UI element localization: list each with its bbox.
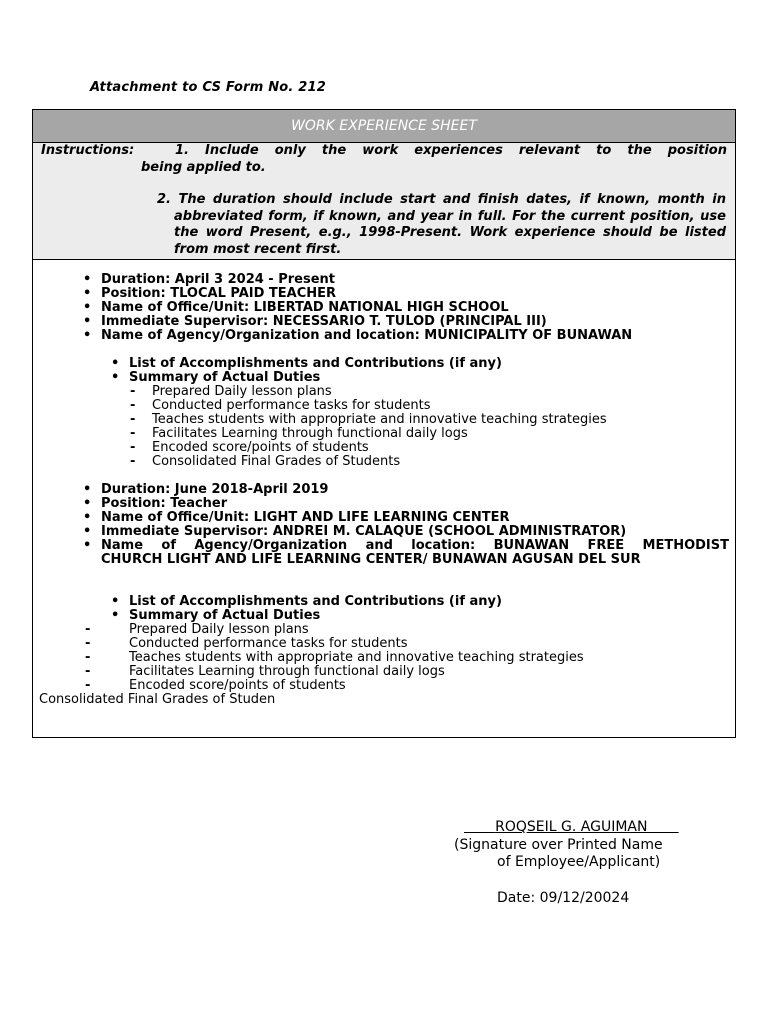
signature-caption-line1: (Signature over Printed Name: [454, 837, 663, 853]
instruction-1-line1: 1. Include only the work experiences relevant to the position: [175, 143, 727, 158]
entry1-duty: Consolidated Final Grades of Students: [152, 454, 401, 469]
entry1-duty: Teaches students with appropriate and innovative teaching strategies: [152, 412, 607, 427]
dash-icon: -: [85, 678, 91, 693]
signature-date: Date: 09/12/20024: [497, 890, 630, 906]
dash-icon: -: [130, 454, 136, 469]
entry1-office: Name of Office/Unit: LIBERTAD NATIONAL HIGH SCHOOL: [101, 300, 509, 315]
entry2-duty: Teaches students with appropriate and innovative teaching strategies: [129, 650, 584, 665]
entry1-summary: Summary of Actual Duties: [129, 370, 321, 385]
dash-icon: -: [85, 636, 91, 651]
dash-icon: -: [130, 426, 136, 441]
form-reference: Attachment to CS Form No. 212: [90, 80, 327, 95]
instructions-label: Instructions:: [41, 143, 135, 158]
bullet-icon: •: [83, 524, 92, 539]
bullet-icon: •: [83, 328, 92, 343]
entry2-summary: Summary of Actual Duties: [129, 608, 321, 623]
bullet-icon: •: [83, 538, 92, 553]
entry1-duration: Duration: April 3 2024 - Present: [101, 272, 336, 287]
entry1-supervisor: Immediate Supervisor: NECESSARIO T. TULOD (PRINCIPAL III): [101, 314, 547, 329]
entry2-position: Position: Teacher: [101, 496, 228, 511]
entry2-duty: Encoded score/points of students: [129, 678, 346, 693]
bullet-icon: •: [111, 594, 120, 609]
entry1-accomplishments: List of Accomplishments and Contributions (if any): [129, 356, 502, 371]
bullet-icon: •: [83, 314, 92, 329]
entry2-duty: Prepared Daily lesson plans: [129, 622, 309, 637]
instruction-1-line2: being applied to.: [141, 159, 266, 175]
bullet-icon: •: [111, 608, 120, 623]
entry1-agency: Name of Agency/Organization and location: MUNICIPALITY OF BUNAWAN: [101, 328, 633, 343]
instructions-panel: [33, 143, 735, 260]
instruction-2: 2. The duration should include start and finish dates, if known, month in abbreviated form, if known, and year in full. For the current position, use the word Present, e.g., 1998-Present. Work experience should be listed from most recent first.: [157, 192, 726, 257]
signatory-name: ROQSEIL G. AGUIMAN: [495, 819, 648, 835]
bullet-icon: •: [83, 496, 92, 511]
signature-caption-line2: of Employee/Applicant): [497, 854, 661, 870]
entry2-duty: Facilitates Learning through functional daily logs: [129, 664, 445, 679]
entry2-supervisor: Immediate Supervisor: ANDREI M. CALAQUE (SCHOOL ADMINISTRATOR): [101, 524, 627, 539]
dash-icon: -: [130, 398, 136, 413]
bullet-icon: •: [83, 272, 92, 287]
bullet-icon: •: [83, 482, 92, 497]
entry1-duty: Encoded score/points of students: [152, 440, 369, 455]
entry2-accomplishments: List of Accomplishments and Contributions (if any): [129, 594, 502, 609]
dash-icon: -: [85, 664, 91, 679]
bullet-icon: •: [83, 300, 92, 315]
entry2-duty: Conducted performance tasks for students: [129, 636, 408, 651]
sheet-title: WORK EXPERIENCE SHEET: [33, 110, 735, 143]
dash-icon: -: [130, 440, 136, 455]
entry1-position: Position: TLOCAL PAID TEACHER: [101, 286, 337, 301]
dash-icon: -: [85, 622, 91, 637]
dash-icon: -: [85, 650, 91, 665]
entry2-duration: Duration: June 2018-April 2019: [101, 482, 329, 497]
entry1-duty: Conducted performance tasks for students: [152, 398, 431, 413]
bullet-icon: •: [111, 370, 120, 385]
bullet-icon: •: [111, 356, 120, 371]
work-experience-sheet: [32, 109, 736, 738]
bullet-icon: •: [83, 510, 92, 525]
entry2-agency-line1: Name of Agency/Organization and location: BUNAWAN FREE METHODIST: [101, 538, 729, 553]
entry2-office: Name of Office/Unit: LIGHT AND LIFE LEARNING CENTER: [101, 510, 510, 525]
entry2-agency-line2: CHURCH LIGHT AND LIFE LEARNING CENTER/ BUNAWAN AGUSAN DEL SUR: [101, 552, 641, 567]
entry1-duty: Prepared Daily lesson plans: [152, 384, 332, 399]
entry1-duty: Facilitates Learning through functional daily logs: [152, 426, 468, 441]
dash-icon: -: [130, 412, 136, 427]
entry2-trailing-line: Consolidated Final Grades of Studen: [39, 692, 276, 707]
dash-icon: -: [130, 384, 136, 399]
bullet-icon: •: [83, 286, 92, 301]
